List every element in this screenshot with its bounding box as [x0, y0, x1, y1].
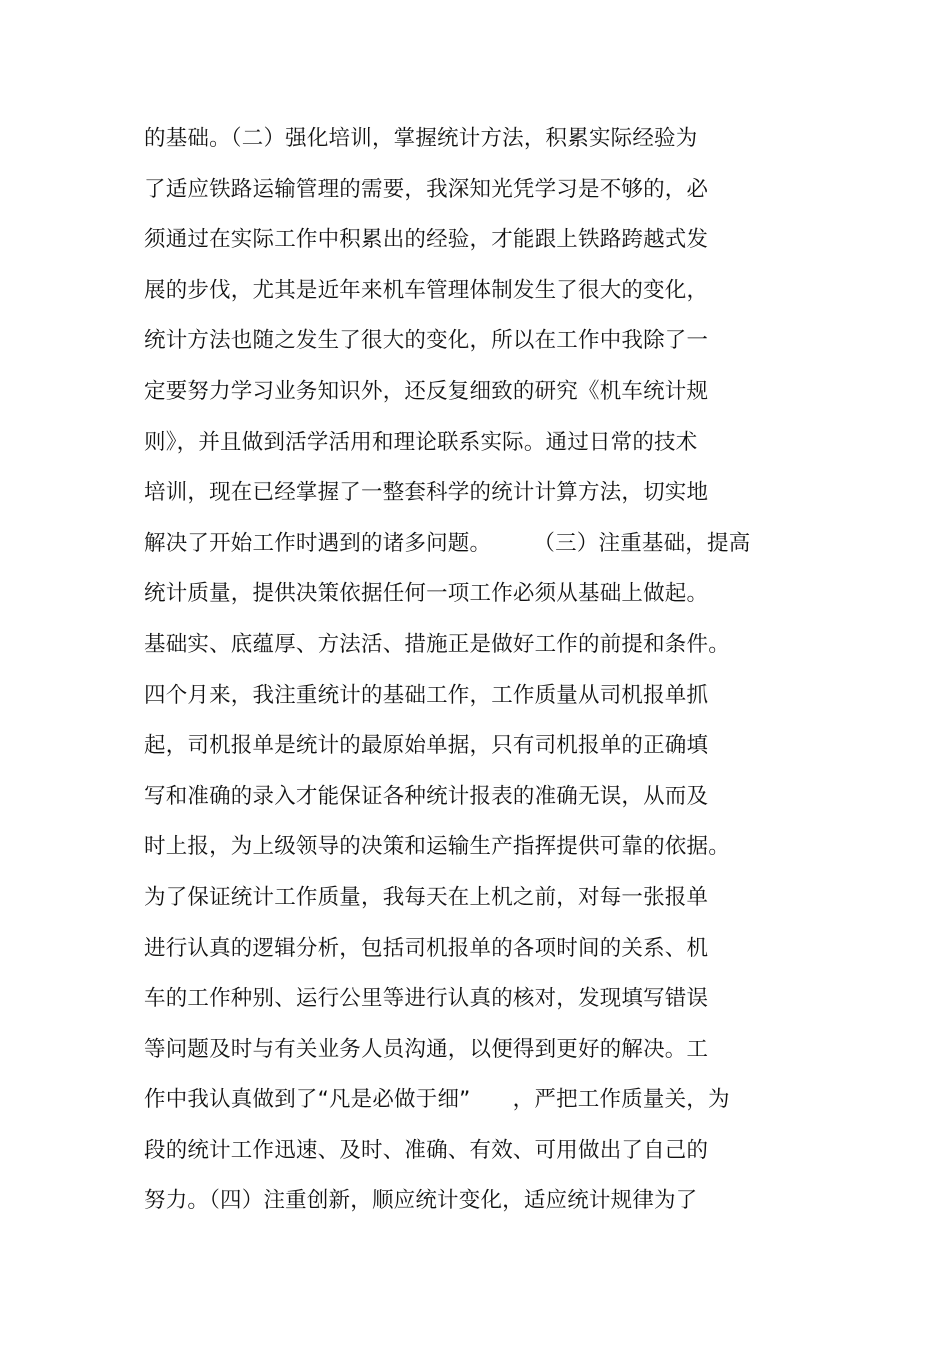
body-text: [144, 118, 844, 1231]
text-line: 解决了开始工作时遇到的诸多问题。 （三）注重基础，提高: [144, 530, 751, 556]
text-line: 则》，并且做到活学活用和理论联系实际。通过日常的技术: [144, 429, 698, 455]
text-line: 写和准确的录入才能保证各种统计报表的准确无误，从而及: [144, 783, 709, 809]
text-line: 的基础。（二）强化培训，掌握统计方法，积累实际经验为: [144, 126, 698, 151]
text-line: 时上报，为上级领导的决策和运输生产指挥提供可靠的依据。: [144, 834, 730, 860]
text-line: 定要努力学习业务知识外，还反复细致的研究《机车统计规: [144, 378, 709, 404]
text-line: 为了保证统计工作质量，我每天在上机之前，对每一张报单: [144, 884, 709, 910]
text-line: 基础实、底蕴厚、方法活、措施正是做好工作的前提和条件。: [144, 631, 730, 657]
text-line: 作中我认真做到了“凡是必做于细” ，严把工作质量关，为: [144, 1087, 730, 1113]
text-line: 进行认真的逻辑分析，包括司机报单的各项时间的关系、机: [144, 935, 709, 961]
text-line: 统计质量，提供决策依据任何一项工作必须从基础上做起。: [144, 581, 709, 607]
text-line: 四个月来，我注重统计的基础工作，工作质量从司机报单抓: [144, 682, 709, 708]
text-line: 段的统计工作迅速、及时、准确、有效、可用做出了自己的: [144, 1137, 709, 1163]
text-line: 努力。（四）注重创新，顺应统计变化，适应统计规律为了: [144, 1188, 698, 1214]
text-line: 等问题及时与有关业务人员沟通，以便得到更好的解决。工: [144, 1036, 709, 1062]
text-line: 统计方法也随之发生了很大的变化，所以在工作中我除了一: [144, 328, 709, 354]
text-line: 起，司机报单是统计的最原始单据，只有司机报单的正确填: [144, 733, 709, 759]
text-line: 了适应铁路运输管理的需要，我深知光凭学习是不够的，必: [144, 176, 709, 202]
text-line: 须通过在实际工作中积累出的经验，才能跟上铁路跨越式发: [144, 227, 709, 253]
text-line: 车的工作种别、运行公里等进行认真的核对，发现填写错误: [144, 986, 709, 1012]
text-line: 展的步伐，尤其是近年来机车管理体制发生了很大的变化，: [144, 277, 709, 303]
text-line: 培训，现在已经掌握了一整套科学的统计计算方法，切实地: [144, 480, 709, 506]
